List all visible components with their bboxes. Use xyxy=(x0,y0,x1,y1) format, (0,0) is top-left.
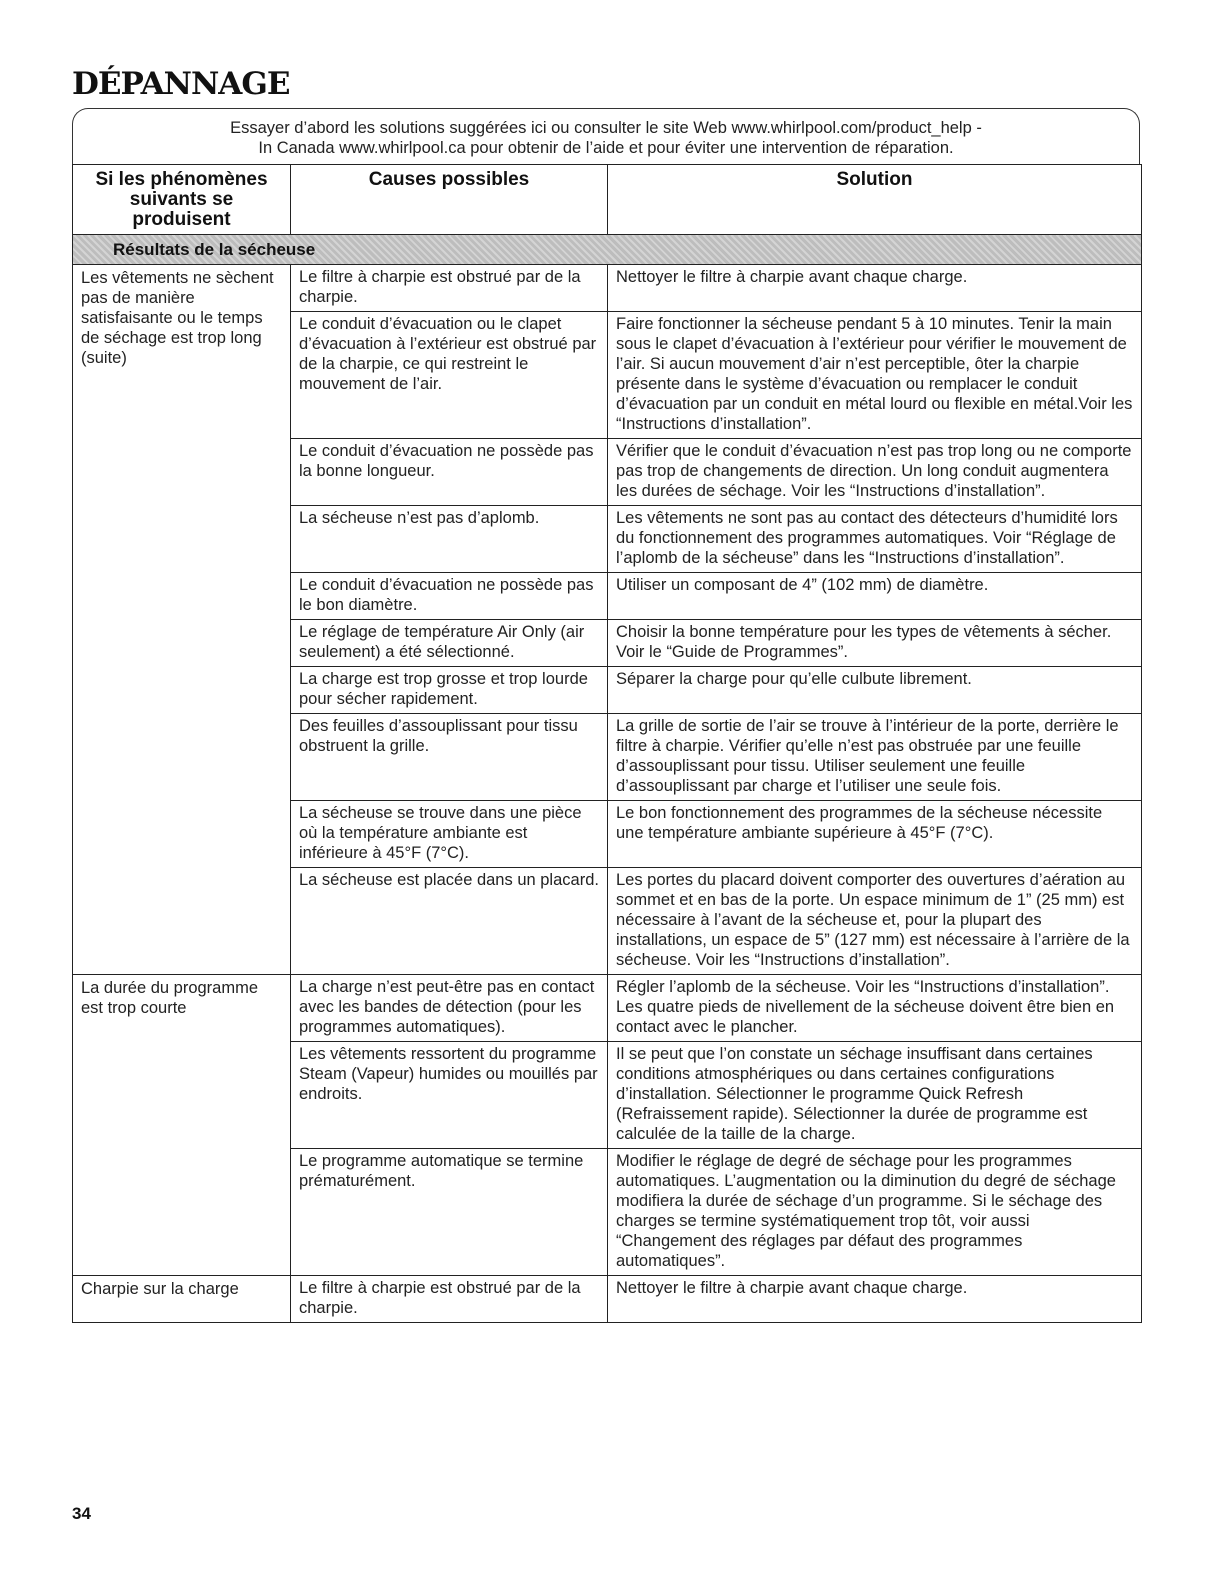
section-row xyxy=(73,235,1142,265)
solution-cell: Nettoyer le filtre à charpie avant chaque charge. xyxy=(608,1276,1142,1323)
cause-cell: La sécheuse est placée dans un placard. xyxy=(291,868,608,975)
page-title: DÉPANNAGE xyxy=(72,66,290,102)
solution-cell: Faire fonctionner la sécheuse pendant 5 à 10 minutes. Tenir la main sous le clapet d’évacuation à l’extérieur pour vérifier le mouvement de l’air. Si aucun mouvement d’air n’est perceptible, ôter la charpie présente dans le système d’évacuation ou remplacer le conduit d’évacuation par un conduit en métal lourd ou flexible en métal.Voir les “Instructions d’installation”. xyxy=(608,312,1142,439)
solution-cell: Séparer la charge pour qu’elle culbute librement. xyxy=(608,667,1142,714)
intro-line-2: In Canada www.whirlpool.ca pour obtenir de l’aide et pour éviter une intervention de réparation. xyxy=(258,139,954,157)
cause-cell: La sécheuse se trouve dans une pièce où la température ambiante est inférieure à 45°F (7°C). xyxy=(291,801,608,868)
solution-cell: La grille de sortie de l’air se trouve à l’intérieur de la porte, derrière le filtre à charpie. Vérifier qu’elle n’est pas obstruée par une feuille d’assouplissant pour tissu. Utiliser seulement une feuille d’assouplissant par charge et l’utiliser une seule fois. xyxy=(608,714,1142,801)
cause-cell: Le réglage de température Air Only (air seulement) a été sélectionné. xyxy=(291,620,608,667)
solution-cell: Le bon fonctionnement des programmes de la sécheuse nécessite une température ambiante supérieure à 45°F (7°C). xyxy=(608,801,1142,868)
intro-text xyxy=(72,118,1140,158)
troubleshooting-table xyxy=(72,164,1142,1323)
solution-cell: Régler l’aplomb de la sécheuse. Voir les “Instructions d’installation”. Les quatre pieds de nivellement de la sécheuse doivent être bien en contact avec le plancher. xyxy=(608,975,1142,1042)
solution-cell: Choisir la bonne température pour les types de vêtements à sécher. Voir le “Guide de Programmes”. xyxy=(608,620,1142,667)
page-number: 34 xyxy=(72,1504,91,1523)
solution-cell: Vérifier que le conduit d’évacuation n’est pas trop long ou ne comporte pas trop de changements de direction. Un long conduit augmentera les durées de séchage. Voir les “Instructions d’installation”. xyxy=(608,439,1142,506)
cause-cell: La charge n’est peut-être pas en contact avec les bandes de détection (pour les programmes automatiques). xyxy=(291,975,608,1042)
table-row xyxy=(73,265,1142,312)
section-title: Résultats de la sécheuse xyxy=(73,235,1142,265)
cause-cell: La sécheuse n’est pas d’aplomb. xyxy=(291,506,608,573)
cause-cell: Des feuilles d’assouplissant pour tissu obstruent la grille. xyxy=(291,714,608,801)
cause-cell: Le conduit d’évacuation ne possède pas la bonne longueur. xyxy=(291,439,608,506)
cause-cell: Le filtre à charpie est obstrué par de la charpie. xyxy=(291,1276,608,1323)
solution-cell: Utiliser un composant de 4” (102 mm) de diamètre. xyxy=(608,573,1142,620)
symptom-cell: Les vêtements ne sèchent pas de manière satisfaisante ou le temps de séchage est trop long (suite) xyxy=(73,265,291,975)
solution-cell: Les vêtements ne sont pas au contact des détecteurs d’humidité lors du fonctionnement des programmes automatiques. Voir “Réglage de l’aplomb de la sécheuse” dans les “Instructions d’installation”. xyxy=(608,506,1142,573)
table-row xyxy=(73,1276,1142,1323)
header-causes: Causes possibles xyxy=(291,165,608,235)
cause-cell: Le filtre à charpie est obstrué par de la charpie. xyxy=(291,265,608,312)
cause-cell: Le conduit d’évacuation ne possède pas le bon diamètre. xyxy=(291,573,608,620)
table-row xyxy=(73,975,1142,1042)
cause-cell: La charge est trop grosse et trop lourde pour sécher rapidement. xyxy=(291,667,608,714)
symptom-cell: Charpie sur la charge xyxy=(73,1276,291,1323)
header-solution: Solution xyxy=(608,165,1142,235)
table-header-row xyxy=(73,165,1142,235)
cause-cell: Le conduit d’évacuation ou le clapet d’évacuation à l’extérieur est obstrué par de la charpie, ce qui restreint le mouvement de l’air. xyxy=(291,312,608,439)
symptom-cell: La durée du programme est trop courte xyxy=(73,975,291,1276)
solution-cell: Les portes du placard doivent comporter des ouvertures d’aération au sommet et en bas de la porte. Un espace minimum de 1” (25 mm) est nécessaire à l’avant de la sécheuse et, pour la plupart des installations, un espace de 5” (127 mm) est nécessaire à l’arrière de la sécheuse. Voir les “Instructions d’installation”. xyxy=(608,868,1142,975)
cause-cell: Les vêtements ressortent du programme Steam (Vapeur) humides ou mouillés par endroits. xyxy=(291,1042,608,1149)
solution-cell: Modifier le réglage de degré de séchage pour les programmes automatiques. L’augmentation ou la diminution du degré de séchage modifiera la durée de séchage d’un programme. Si le séchage des charges se termine systématiquement trop tôt, voir aussi “Changement des réglages par défaut des programmes automatiques”. xyxy=(608,1149,1142,1276)
intro-line-1: Essayer d’abord les solutions suggérées ici ou consulter le site Web www.whirlpool.com/product_help - xyxy=(230,119,982,137)
cause-cell: Le programme automatique se termine prématurément. xyxy=(291,1149,608,1276)
solution-cell: Il se peut que l’on constate un séchage insuffisant dans certaines conditions atmosphériques ou dans certaines configurations d’installation. Sélectionner le programme Quick Refresh (Refraissement rapide). Sélectionner la durée de programme est calculée de la taille de la charge. xyxy=(608,1042,1142,1149)
header-symptom: Si les phénomènes suivants se produisent xyxy=(73,165,291,235)
solution-cell: Nettoyer le filtre à charpie avant chaque charge. xyxy=(608,265,1142,312)
